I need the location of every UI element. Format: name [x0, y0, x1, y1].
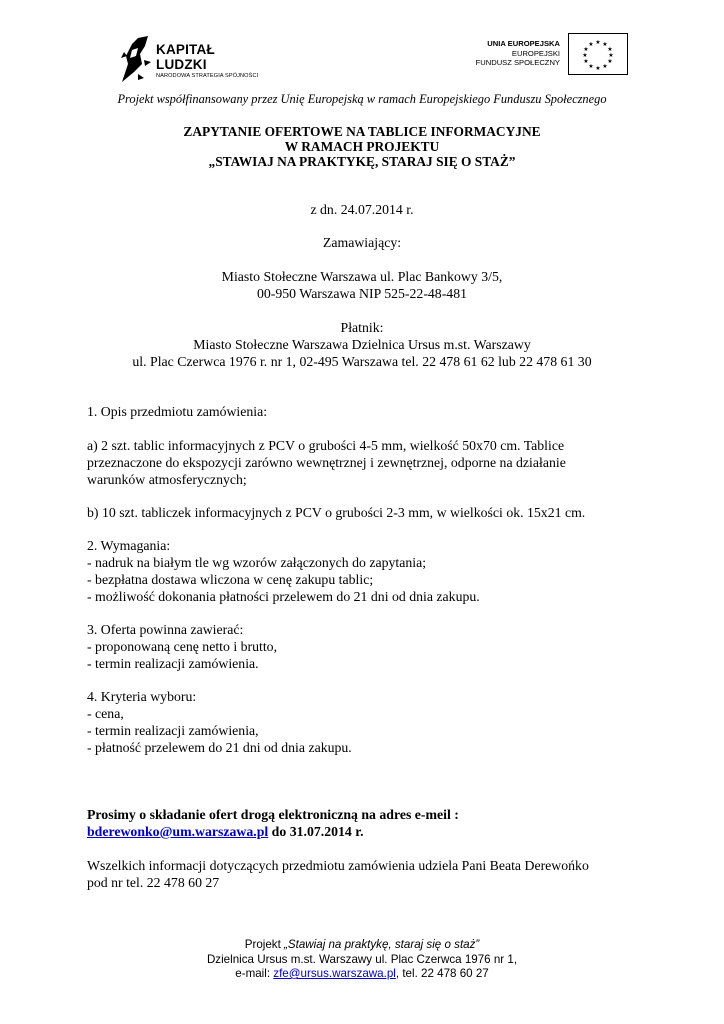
request-email-link[interactable]: bderewonko@um.warszawa.pl: [87, 824, 269, 839]
request-line2: [87, 823, 647, 840]
svg-text:★: ★: [588, 41, 594, 48]
info-line1: Wszelkich informacji dotyczących przedmiotu zamówienia udziela Pani Beata Derewońko: [87, 858, 589, 873]
kapital-ludzki-subtitle: NARODOWA STRATEGIA SPÓJNOŚCI: [156, 73, 259, 79]
svg-text:★: ★: [607, 46, 613, 53]
cofinancing-note: Projekt współfinansowany przez Unię Europejską w ramach Europejskiego Funduszu Społecznego: [117, 92, 607, 106]
zamawiajacy-line1: Miasto Stołeczne Warszawa ul. Plac Bankowy 3/5,: [221, 269, 503, 284]
section1-a-line2: przeznaczone do ekspozycji zarówno wewnętrznej i zewnętrznej, odporne na działanie: [87, 455, 566, 470]
request-deadline: do 31.07.2014 r.: [268, 824, 364, 839]
section4-item: - cena,: [87, 706, 124, 721]
svg-text:★: ★: [608, 52, 614, 59]
section3-item: - termin realizacji zamówienia.: [87, 656, 259, 671]
kapital-ludzki-emblem-icon: [118, 34, 154, 84]
footer-project-name: „Stawiaj na praktykę, staraj się o staż”: [284, 938, 480, 951]
title-line2: W RAMACH PROJEKTU: [284, 139, 440, 154]
eu-line2: EUROPEJSKI: [511, 48, 560, 58]
page-footer: [0, 938, 724, 982]
footer-line2: Dzielnica Ursus m.st. Warszawy ul. Plac Czerwca 1976 nr 1,: [206, 952, 518, 966]
document-title: [0, 124, 724, 169]
svg-text:★: ★: [595, 65, 601, 72]
section1-a-line1: a) 2 szt. tablic informacyjnych z PCV o grubości 4-5 mm, wielkość 50x70 cm. Tablice: [87, 438, 565, 453]
section1-heading: 1. Opis przedmiotu zamówienia:: [87, 404, 268, 419]
footer-email-link[interactable]: zfe@ursus.warszawa.pl: [273, 967, 396, 980]
section2-heading: 2. Wymagania:: [87, 538, 171, 553]
section3-heading: 3. Oferta powinna zawierać:: [87, 622, 244, 637]
footer-line1: [0, 938, 724, 953]
section4-item: - termin realizacji zamówienia,: [87, 723, 259, 738]
zamawiajacy-line2: 00-950 Warszawa NIP 525-22-48-481: [256, 286, 467, 301]
footer-prefix: Projekt: [244, 938, 285, 951]
platnik-label: Płatnik:: [340, 320, 384, 335]
platnik-line2: ul. Plac Czerwca 1976 r. nr 1, 02-495 Warszawa tel. 22 478 61 62 lub 22 478 61 30: [132, 354, 592, 369]
svg-text:★: ★: [602, 41, 608, 48]
kapital-ludzki-title: KAPITAŁ LUDZKI: [156, 42, 215, 72]
zamawiajacy-label: Zamawiający:: [322, 235, 402, 250]
footer-email-prefix: e-mail:: [235, 967, 274, 980]
section1-a-line3: warunków atmosferycznych;: [87, 472, 247, 487]
kapital-ludzki-logo: [118, 34, 268, 84]
section2-item: - bezpłatna dostawa wliczona w cenę zakupu tablic;: [87, 572, 374, 587]
section3-item: - proponowaną cenę netto i brutto,: [87, 639, 278, 654]
document-date: z dn. 24.07.2014 r.: [310, 202, 414, 217]
svg-text:★: ★: [583, 58, 589, 65]
title-line3: „STAWIAJ NA PRAKTYKĘ, STARAJ SIĘ O STAŻ”: [208, 154, 516, 169]
svg-text:★: ★: [582, 52, 588, 59]
section2-item: - możliwość dokonania płatności przelewem do 21 dni od dnia zakupu.: [87, 589, 480, 604]
section2-item: - nadruk na białym tle wg wzorów załączonych do zapytania;: [87, 555, 427, 570]
footer-tel: , tel. 22 478 60 27: [395, 967, 489, 980]
eu-line1: UNIA EUROPEJSKA: [487, 39, 560, 48]
info-line2: pod nr tel. 22 478 60 27: [87, 875, 220, 890]
platnik-line1: Miasto Stołeczne Warszawa Dzielnica Ursus m.st. Warszawy: [193, 337, 531, 352]
section4-heading: 4. Kryteria wyboru:: [87, 689, 197, 704]
request-line1: Prosimy o składanie ofert drogą elektroniczną na adres e-meil :: [87, 807, 459, 822]
eu-logo: [472, 33, 628, 77]
section4-item: - płatność przelewem do 21 dni od dnia zakupu.: [87, 740, 352, 755]
title-line1: ZAPYTANIE OFERTOWE NA TABLICE INFORMACYJNE: [183, 124, 541, 139]
svg-text:★: ★: [607, 58, 613, 65]
svg-text:★: ★: [588, 63, 594, 70]
section1-b-line1: b) 10 szt. tabliczek informacyjnych z PCV o grubości 2-3 mm, w wielkości ok. 15x21 cm.: [87, 505, 586, 520]
eu-flag-icon: [568, 33, 628, 75]
svg-text:★: ★: [583, 46, 589, 53]
footer-line3: [0, 967, 724, 982]
svg-text:★: ★: [602, 63, 608, 70]
svg-text:★: ★: [595, 39, 601, 46]
eu-line3: FUNDUSZ SPOŁECZNY: [475, 58, 560, 67]
